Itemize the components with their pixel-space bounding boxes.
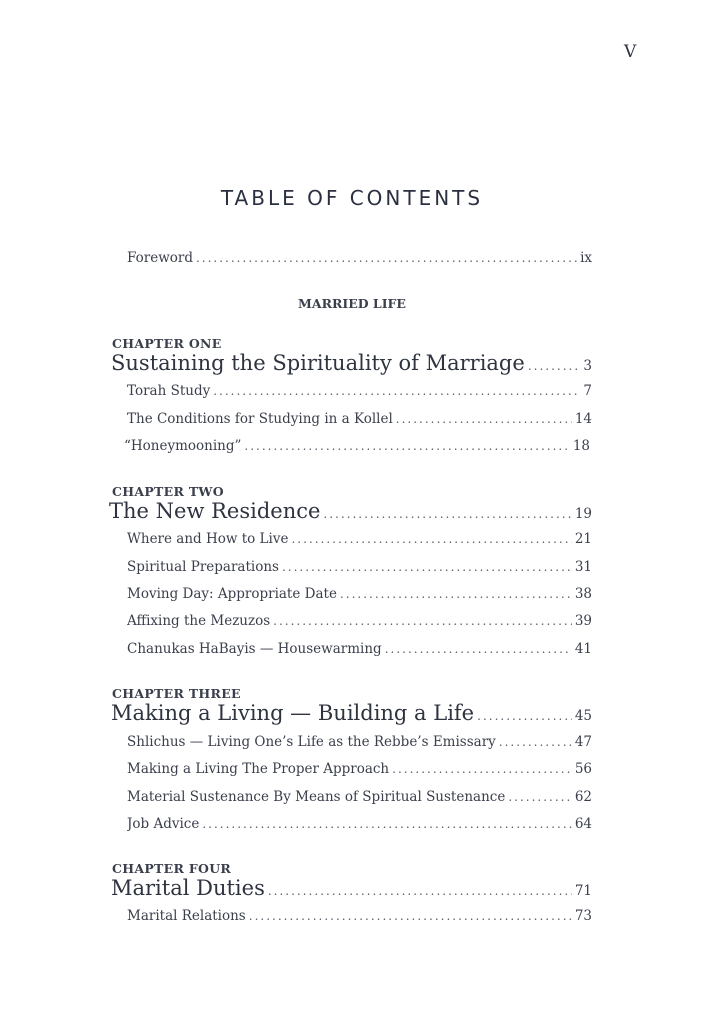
dot-leader	[528, 359, 581, 373]
toc-entry[interactable]	[127, 789, 592, 811]
toc-entry-page: 47	[574, 734, 592, 750]
toc-entry[interactable]	[127, 734, 592, 756]
dot-leader	[477, 709, 572, 723]
chapter-label: CHAPTER ONE	[112, 336, 222, 351]
toc-entry-label: Foreword	[127, 250, 193, 266]
toc-entry-label: Shlichus — Living One’s Life as the Rebbe’s Emissary	[127, 734, 496, 750]
toc-entry-page: 39	[574, 613, 592, 629]
chapter-title: Making a Living — Building a Life	[111, 701, 475, 725]
chapter-title-row[interactable]	[111, 876, 592, 906]
page-title: TABLE OF CONTENTS	[220, 186, 484, 210]
toc-entry[interactable]	[127, 531, 592, 553]
dot-leader	[268, 884, 572, 898]
toc-entry-label: Where and How to Live	[127, 531, 289, 547]
toc-entry-foreword[interactable]	[127, 250, 592, 272]
toc-entry[interactable]	[127, 641, 592, 663]
toc-entry[interactable]	[127, 383, 592, 405]
toc-entry-page: 64	[574, 816, 592, 832]
toc-entry-label: Moving Day: Appropriate Date	[127, 586, 337, 602]
chapter-title: Sustaining the Spirituality of Marriage	[111, 351, 525, 375]
dot-leader	[282, 560, 572, 574]
chapter-label: CHAPTER FOUR	[112, 861, 232, 876]
toc-entry-label: Material Sustenance By Means of Spiritual Sustenance	[127, 789, 506, 805]
dot-leader	[396, 412, 572, 426]
toc-entry-page: 62	[574, 789, 592, 805]
dot-leader	[508, 790, 571, 804]
toc-entry-label: Affixing the Mezuzos	[127, 613, 271, 629]
section-heading: MARRIED LIFE	[298, 296, 406, 311]
toc-entry-label: “Honeymooning”	[124, 438, 242, 454]
toc-entry[interactable]	[127, 908, 592, 930]
toc-entry-label: Job Advice	[127, 816, 200, 832]
toc-entry[interactable]	[127, 816, 592, 838]
chapter-label: CHAPTER TWO	[112, 484, 224, 499]
chapter-label: CHAPTER THREE	[112, 686, 241, 701]
toc-entry-page: 14	[574, 411, 592, 427]
toc-entry-page: 21	[574, 531, 592, 547]
toc-entry-page: 56	[574, 761, 592, 777]
toc-entry-page: ix	[580, 250, 592, 266]
dot-leader	[273, 614, 572, 628]
toc-entry-page: 41	[574, 641, 592, 657]
toc-entry[interactable]	[127, 559, 592, 581]
chapter-page: 45	[574, 708, 592, 724]
toc-entry-label: Marital Relations	[127, 908, 246, 924]
toc-entry[interactable]	[124, 438, 590, 460]
chapter-page: 19	[574, 506, 592, 522]
chapter-title: Marital Duties	[111, 876, 265, 900]
toc-entry-page: 38	[574, 586, 592, 602]
chapter-page: 71	[574, 883, 592, 899]
toc-entry[interactable]	[127, 586, 592, 608]
dot-leader	[323, 507, 571, 521]
chapter-title: The New Residence	[109, 499, 321, 523]
dot-leader	[196, 251, 577, 265]
toc-entry-label: Torah Study	[127, 383, 211, 399]
dot-leader	[202, 817, 571, 831]
toc-entry-label: The Conditions for Studying in a Kollel	[127, 411, 393, 427]
dot-leader	[340, 587, 572, 601]
chapter-page: 3	[583, 358, 592, 374]
toc-entry-page: 31	[574, 559, 592, 575]
toc-entry-label: Making a Living The Proper Approach	[127, 761, 390, 777]
toc-entry[interactable]	[127, 613, 592, 635]
dot-leader	[392, 762, 572, 776]
toc-entry-label: Spiritual Preparations	[127, 559, 279, 575]
toc-entry[interactable]	[127, 761, 592, 783]
dot-leader	[291, 532, 571, 546]
dot-leader	[244, 439, 569, 453]
chapter-title-row[interactable]	[111, 701, 592, 731]
toc-entry-page: 73	[574, 908, 592, 924]
dot-leader	[213, 384, 580, 398]
page-number: V	[624, 42, 637, 62]
toc-entry-label: Chanukas HaBayis — Housewarming	[127, 641, 382, 657]
chapter-title-row[interactable]	[109, 499, 592, 529]
dot-leader	[385, 642, 572, 656]
toc-entry-page: 18	[572, 438, 590, 454]
dot-leader	[499, 735, 572, 749]
toc-entry-page: 7	[583, 383, 592, 399]
chapter-title-row[interactable]	[111, 351, 592, 381]
dot-leader	[249, 909, 572, 923]
toc-entry[interactable]	[127, 411, 592, 433]
